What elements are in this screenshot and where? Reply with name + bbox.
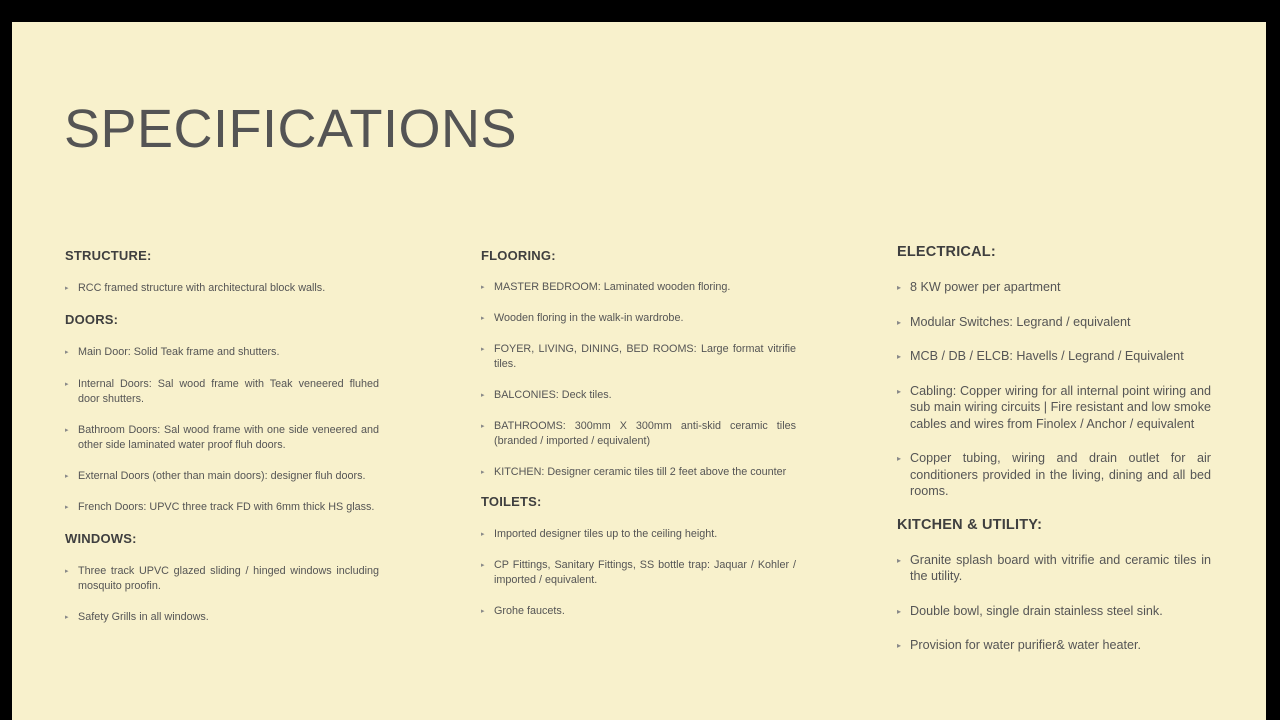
list-item: ▸ BALCONIES: Deck tiles. [481, 389, 612, 401]
section-heading-toilets: TOILETS: [481, 494, 542, 509]
bullet-icon: ▸ [65, 568, 69, 575]
bullet-icon: ▸ [481, 531, 485, 538]
list-kitchen-utility [897, 552, 1211, 654]
list-item: ▸ KITCHEN: Designer ceramic tiles till 2 feet above the counter [481, 466, 787, 478]
section-heading-kitchen-utility: KITCHEN & UTILITY: [897, 516, 1043, 533]
list-item: ▸ Cabling: Copper wiring for all internal point wiring and sub main wiring circuits | Fire resistant and low smoke cables and wires from Finolex / Anchor / equivalent [897, 383, 1211, 431]
list-flooring [481, 280, 796, 480]
column-structure-doors-windows [65, 248, 379, 625]
bullet-icon: ▸ [481, 392, 485, 399]
list-item: ▸ Wooden floring in the walk-in wardrobe. [481, 312, 684, 324]
page-title: SPECIFICATIONS [64, 99, 518, 159]
list-item: ▸ Main Door: Solid Teak frame and shutters. [65, 346, 280, 358]
bullet-icon: ▸ [481, 562, 485, 569]
list-item: ▸ Provision for water purifier& water heater. [897, 637, 1211, 654]
list-item: ▸ Grohe faucets. [481, 605, 565, 617]
bullet-icon: ▸ [897, 317, 902, 327]
list-item: ▸ Internal Doors: Sal wood frame with Teak veneered fluhed door shutters. [65, 378, 379, 405]
list-item: ▸ CP Fittings, Sanitary Fittings, SS bottle trap: Jaquar / Kohler / imported / equivalent. [481, 559, 796, 586]
bullet-icon: ▸ [481, 608, 485, 615]
list-item: ▸ BATHROOMS: 300mm X 300mm anti-skid ceramic tiles (branded / imported / equivalent) [481, 420, 796, 447]
section-heading-electrical: ELECTRICAL: [897, 244, 996, 260]
bullet-icon: ▸ [481, 423, 485, 430]
list-structure [65, 281, 379, 296]
list-windows [65, 564, 379, 625]
bullet-icon: ▸ [481, 469, 485, 476]
bullet-icon: ▸ [65, 381, 69, 388]
bullet-icon: ▸ [481, 284, 485, 291]
list-item: ▸ Modular Switches: Legrand / equivalent [897, 314, 1211, 331]
list-item: ▸ 8 KW power per apartment [897, 279, 1211, 296]
list-electrical [897, 279, 1211, 500]
list-item: ▸ Double bowl, single drain stainless steel sink. [897, 603, 1211, 620]
list-doors [65, 345, 379, 515]
column-electrical-kitchen [897, 244, 1211, 654]
bullet-icon: ▸ [65, 349, 69, 356]
list-item: ▸ Copper tubing, wiring and drain outlet for air conditioners provided in the living, dining and all bed rooms. [897, 451, 1211, 498]
section-heading-flooring: FLOORING: [481, 248, 556, 263]
bullet-icon: ▸ [65, 427, 69, 434]
bullet-icon: ▸ [65, 504, 69, 511]
bullet-icon: ▸ [897, 283, 902, 292]
list-item: ▸ FOYER, LIVING, DINING, BED ROOMS: Large format vitrifie tiles. [481, 343, 796, 370]
bullet-icon: ▸ [897, 641, 902, 650]
list-item: ▸ Bathroom Doors: Sal wood frame with one side veneered and other side laminated water proof fluh doors. [65, 424, 379, 451]
list-item: ▸ Granite splash board with vitrifie and ceramic tiles in the utility. [897, 552, 1211, 583]
bullet-icon: ▸ [897, 606, 902, 616]
section-heading-doors: DOORS: [65, 312, 119, 327]
bullet-icon: ▸ [65, 614, 69, 621]
bullet-icon: ▸ [481, 346, 485, 353]
section-heading-structure: STRUCTURE: [65, 248, 152, 263]
list-item: ▸ RCC framed structure with architectural block walls. [65, 282, 326, 294]
list-item: ▸ Safety Grills in all windows. [65, 611, 209, 623]
list-item: ▸ Three track UPVC glazed sliding / hinged windows including mosquito proofin. [65, 565, 379, 592]
bullet-icon: ▸ [897, 454, 902, 463]
bullet-icon: ▸ [65, 473, 69, 480]
bullet-icon: ▸ [65, 285, 69, 292]
section-heading-windows: WINDOWS: [65, 531, 137, 546]
bullet-icon: ▸ [897, 352, 902, 361]
slide [12, 22, 1266, 720]
list-item: ▸ External Doors (other than main doors): designer fluh doors. [65, 470, 366, 482]
list-item: ▸ Imported designer tiles up to the ceiling height. [481, 528, 718, 540]
list-item: ▸ French Doors: UPVC three track FD with 6mm thick HS glass. [65, 501, 375, 513]
list-item: ▸ MASTER BEDROOM: Laminated wooden floring. [481, 281, 731, 293]
list-item: ▸ MCB / DB / ELCB: Havells / Legrand / Equivalent [897, 348, 1211, 365]
bullet-icon: ▸ [897, 386, 902, 396]
column-flooring-toilets [481, 248, 796, 619]
bullet-icon: ▸ [897, 555, 902, 565]
list-toilets [481, 527, 796, 619]
bullet-icon: ▸ [481, 315, 485, 322]
